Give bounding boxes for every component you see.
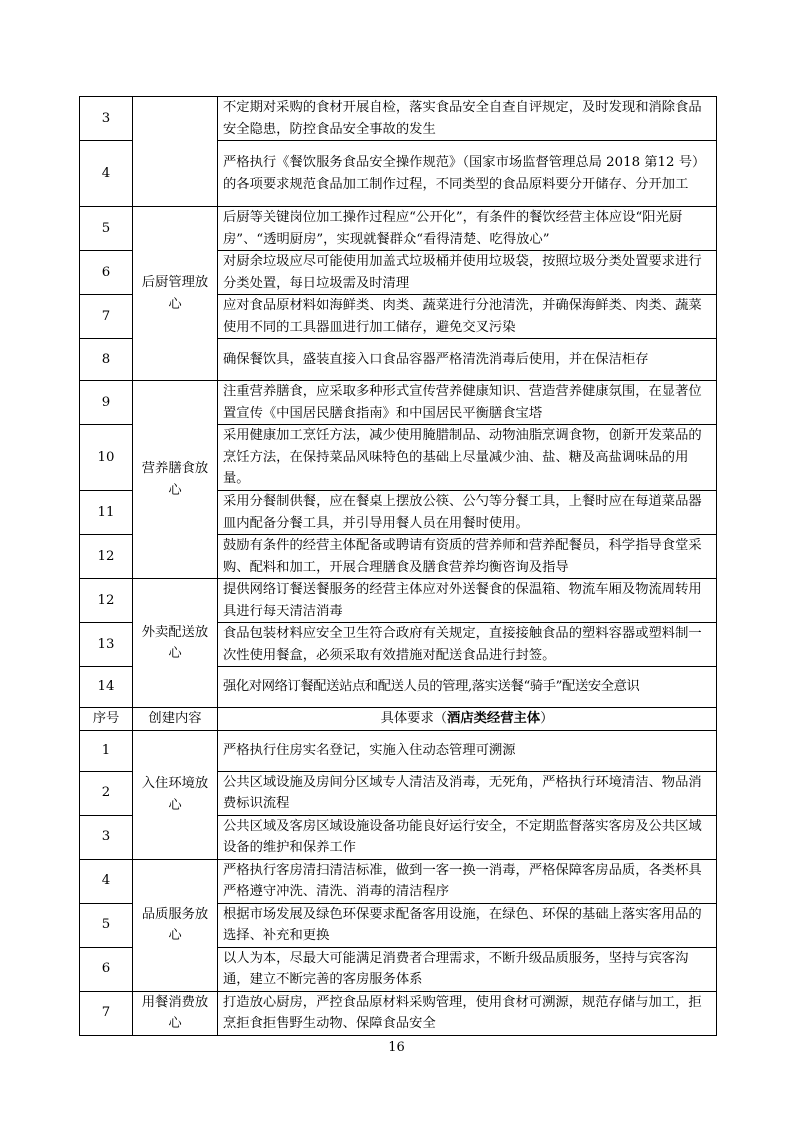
category-stay: 入住环境放心: [133, 730, 218, 859]
row-number: 8: [80, 339, 133, 381]
row-number: 2: [80, 771, 133, 815]
requirement-text: 公共区域设施及房间分区域专人清洁及消毒，无死角，严格执行环境清洁、物品消费标识流程: [218, 771, 717, 815]
table-header-row: [80, 708, 717, 731]
requirement-text: 公共区域及客房区域设施设备功能良好运行安全，不定期监督落实客房及公共区域设备的维护和保养工作: [218, 815, 717, 859]
table-row: [80, 97, 717, 141]
page-number: 16: [388, 1040, 405, 1055]
row-number: 7: [80, 295, 133, 339]
row-number: 11: [80, 491, 133, 535]
category-kitchen: 后厨管理放心: [133, 207, 218, 381]
requirements-table: [79, 96, 717, 1036]
row-number: 13: [80, 623, 133, 667]
row-number: 4: [80, 859, 133, 903]
table-row: [80, 207, 717, 251]
header-requirement-suffix: ）: [540, 711, 554, 726]
row-number: 9: [80, 381, 133, 425]
row-number: 5: [80, 207, 133, 251]
row-number: 7: [80, 991, 133, 1035]
requirement-text: 严格执行《餐饮服务食品安全操作规范》（国家市场监督管理总局 2018 第12 号）的各项要求规范食品加工制作过程，不同类型的食品原料要分开储存、分开加工: [218, 141, 717, 207]
requirement-text: 注重营养膳食，应采取多种形式宣传营养健康知识、营造营养健康氛围，在显著位置宣传《中国居民膳食指南》和中国居民平衡膳食宝塔: [218, 381, 717, 425]
header-requirement-highlight: 酒店类经营主体: [447, 711, 541, 726]
table-row: [80, 381, 717, 425]
header-item: 创建内容: [133, 708, 218, 731]
requirement-text: 根据市场发展及绿色环保要求配备客用设施，在绿色、环保的基础上落实客用品的选择、补充和更换: [218, 903, 717, 947]
requirement-text: 后厨等关键岗位加工操作过程应“公开化”，有条件的餐饮经营主体应设“阳光厨房”、“透明厨房”，实现就餐群众“看得清楚、吃得放心”: [218, 207, 717, 251]
header-requirement-prefix: 具体要求（: [380, 711, 448, 726]
requirement-text: 严格执行住房实名登记，实施入住动态管理可溯源: [218, 730, 717, 771]
requirement-text: 不定期对采购的食材开展自检，落实食品安全自查自评规定，及时发现和消除食品安全隐患，防控食品安全事故的发生: [218, 97, 717, 141]
row-number: 4: [80, 141, 133, 207]
table-row: [80, 859, 717, 903]
row-number: 3: [80, 97, 133, 141]
row-number: 1: [80, 730, 133, 771]
row-number: 6: [80, 251, 133, 295]
requirement-text: 对厨余垃圾应尽可能使用加盖式垃圾桶并使用垃圾袋，按照垃圾分类处置要求进行分类处置，每日垃圾需及时清理: [218, 251, 717, 295]
requirement-text: 采用分餐制供餐，应在餐桌上摆放公筷、公勺等分餐工具，上餐时应在每道菜品器皿内配备分餐工具，并引导用餐人员在用餐时使用。: [218, 491, 717, 535]
requirement-text: 打造放心厨房，严控食品原材料采购管理，使用食材可溯源，规范存储与加工，拒烹拒食拒售野生动物、保障食品安全: [218, 991, 717, 1035]
category-delivery: 外卖配送放心: [133, 579, 218, 708]
requirement-text: 鼓励有条件的经营主体配备或聘请有资质的营养师和营养配餐员，科学指导食堂采购、配料和加工，开展合理膳食及膳食营养均衡咨询及指导: [218, 535, 717, 579]
requirement-text: 应对食品原材料如海鲜类、肉类、蔬菜进行分池清洗，并确保海鲜类、肉类、蔬菜使用不同的工具器皿进行加工储存，避免交叉污染: [218, 295, 717, 339]
row-number: 12: [80, 579, 133, 623]
requirement-text: 强化对网络订餐配送站点和配送人员的管理,落实送餐“骑手”配送安全意识: [218, 667, 717, 708]
header-requirement: [218, 708, 717, 731]
header-number: 序号: [80, 708, 133, 731]
row-number: 14: [80, 667, 133, 708]
requirement-text: 食品包装材料应安全卫生符合政府有关规定，直接接触食品的塑料容器或塑料制一次性使用餐盒，必须采取有效措施对配送食品进行封签。: [218, 623, 717, 667]
requirement-text: 以人为本，尽最大可能满足消费者合理需求，不断升级品质服务，坚持与宾客沟通，建立不断完善的客房服务体系: [218, 947, 717, 991]
row-number: 3: [80, 815, 133, 859]
category-dining: 用餐消费放心: [133, 991, 218, 1035]
table-row: [80, 991, 717, 1035]
category-cell-blank: [133, 97, 218, 207]
category-nutrition: 营养膳食放心: [133, 381, 218, 579]
category-quality: 品质服务放心: [133, 859, 218, 991]
table-row: [80, 730, 717, 771]
table-row: [80, 579, 717, 623]
requirement-text: 采用健康加工烹饪方法，减少使用腌腊制品、动物油脂烹调食物，创新开发菜品的烹饪方法，在保持菜品风味特色的基础上尽量减少油、盐、糖及高盐调味品的用量。: [218, 425, 717, 491]
requirement-text: 确保餐饮具，盛装直接入口食品容器严格清洗消毒后使用，并在保洁柜存: [218, 339, 717, 381]
row-number: 5: [80, 903, 133, 947]
row-number: 10: [80, 425, 133, 491]
requirement-text: 提供网络订餐送餐服务的经营主体应对外送餐食的保温箱、物流车厢及物流周转用具进行每天清洁消毒: [218, 579, 717, 623]
row-number: 6: [80, 947, 133, 991]
row-number: 12: [80, 535, 133, 579]
requirement-text: 严格执行客房清扫清洁标准，做到一客一换一消毒，严格保障客房品质，各类杯具严格遵守冲洗、清洗、消毒的清洁程序: [218, 859, 717, 903]
